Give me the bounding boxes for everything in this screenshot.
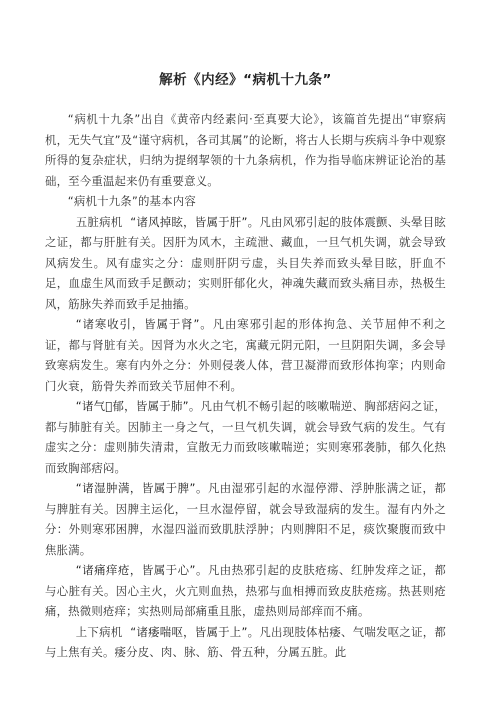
liver-body: 凡由风邪引起的肢体震颤、头晕目眩之证，都与肝脏有关。因肝为风木，主疏泄、藏血，一旦气机失调，就会导致风病发生。风有虚实之分：虚则肝阴亏虚，头目失养而致头晕目眩，肝血不足，血虚生风而致手足颤动；实则肝郁化火，神魂失藏而致头痛目赤，热极生风，筋脉失养而致手足抽搐。 xyxy=(45,214,446,311)
spleen-lead: “诸湿肿满，皆属于脾”。 xyxy=(75,481,208,495)
page-title: 解析《内经》“病机十九条” xyxy=(159,72,332,88)
upper-lower-prefix: 上下病机 xyxy=(75,624,123,639)
five-organs-paragraph-kidney xyxy=(45,314,446,396)
heart-body: 凡由热邪引起的皮肤疮疡、红肿发痒之证，都与心脏有关。因心主火，火亢则血热，热邪与血相搏而致皮肤疮疡。热甚则疮痛，热微则疮痒；实热则局部痛重且胀，虚热则局部痒而不痛。 xyxy=(45,563,446,618)
kidney-body: 凡由寒邪引起的形体拘急、关节屈伸不利之证，都与肾脏有关。因肾为水火之宅，寓藏元阴元阳，一旦阴阳失调，多会导致寒病发生。寒有内外之分：外则侵袭人体，营卫凝滞而致形体拘挛；内则命门火衰，筋骨失养而致关节屈伸不利。 xyxy=(45,317,446,393)
five-organs-paragraph-spleen xyxy=(45,478,446,560)
upper-lead: “诸痿喘呕，皆属于上”。 xyxy=(130,624,260,639)
heart-lead: “诸痛痒疮，皆属于心”。 xyxy=(75,563,208,577)
intro-paragraph: “病机十九条”出自《黄帝内经素问·至真要大论》，该篇首先提出“审察病机，无失气宜”及“谨守病机，各司其属”的论断，将古人长期与疾病斗争中观察所得的复杂症状，归纳为提纲挈领的十九条病机，作为指导临床辨证论治的基础，至今重温起来仍有重要意义。 xyxy=(45,112,446,188)
liver-lead: “诸风掉眩，皆属于肝”。 xyxy=(130,214,260,229)
upper-lower-paragraph xyxy=(45,622,446,663)
kidney-lead: “诸寒收引，皆属于肾”。 xyxy=(75,317,213,331)
five-organs-paragraph-heart xyxy=(45,560,446,622)
five-organs-paragraph-liver xyxy=(45,212,446,315)
upper-body: 凡出现肢体枯痿、气喘发呕之证，都与上焦有关。痿分皮、肉、脉、筋、骨五种，分属五脏。此 xyxy=(45,624,446,659)
lung-body: 凡由气机不畅引起的咳嗽喘逆、胸部痞闷之证，都与肺脏有关。因肺主一身之气，一旦气机失调，就会导致气病的发生。气有虚实之分：虚则肺失清肃，宣散无力而致咳嗽喘逆；实则寒邪袭肺，郁久化热而致胸部痞闷。 xyxy=(45,399,446,475)
section-heading: “病机十九条”的基本内容 xyxy=(67,194,196,208)
five-organs-paragraph-lung xyxy=(45,396,446,478)
five-organs-prefix: 五脏病机 xyxy=(75,214,123,229)
spleen-body: 凡由湿邪引起的水湿停滞、浮肿胀满之证，都与脾脏有关。因脾主运化，一旦水湿停留，就会导致湿病的发生。湿有内外之分：外则寒邪困脾，水湿四溢而致肌肤浮肿；内则脾阳不足，痰饮聚腹而致中焦胀满。 xyxy=(45,481,446,557)
lung-lead: “诸气𪹯郁，皆属于肺”。 xyxy=(75,399,201,413)
